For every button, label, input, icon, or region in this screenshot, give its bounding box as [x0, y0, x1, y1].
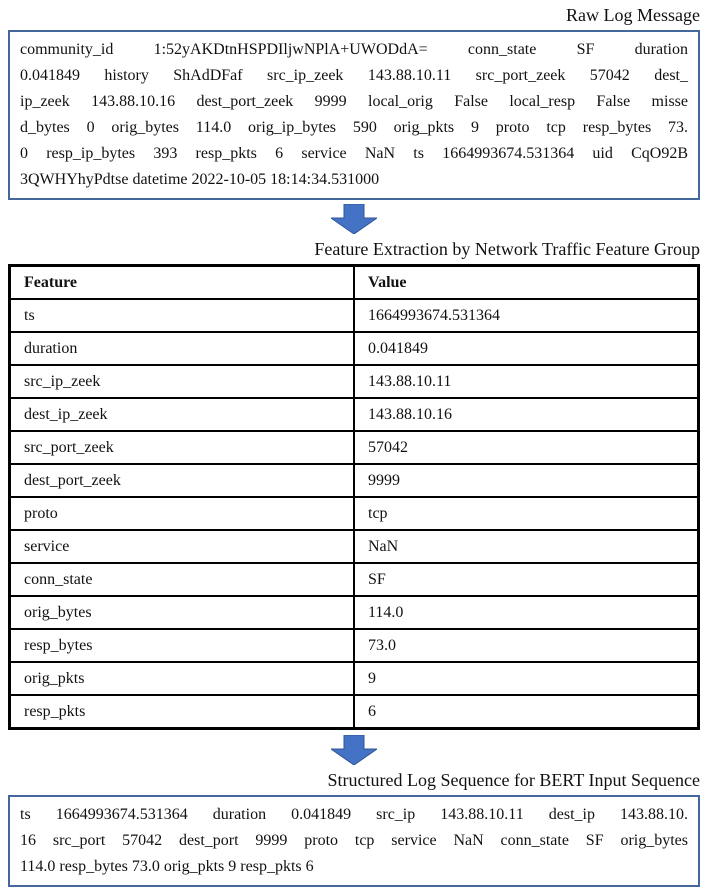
feature-cell: conn_state [10, 563, 354, 596]
structured-log-title: Structured Log Sequence for BERT Input Sequence [327, 770, 700, 790]
structured-log-line: 114.0 resp_bytes 73.0 orig_pkts 9 resp_pkts 6 [20, 858, 314, 875]
value-cell: 1664993674.531364 [354, 299, 698, 332]
feature-cell: resp_bytes [10, 629, 354, 662]
structured-log-line: ts 1664993674.531364 duration 0.041849 src_ip 143.88.10.11 dest_ip 143.88.10. [20, 806, 688, 823]
feature-cell: proto [10, 497, 354, 530]
table-row [10, 563, 698, 596]
feature-cell: orig_bytes [10, 596, 354, 629]
table-row [10, 332, 698, 365]
value-cell: NaN [354, 530, 698, 563]
raw-log-title: Raw Log Message [566, 5, 700, 25]
feature-cell: dest_port_zeek [10, 464, 354, 497]
value-cell: 6 [354, 695, 698, 728]
table-row [10, 596, 698, 629]
value-cell: SF [354, 563, 698, 596]
table-row [10, 497, 698, 530]
down-arrow-icon [331, 735, 377, 765]
table-header-row [10, 266, 698, 299]
value-cell: 9 [354, 662, 698, 695]
value-cell: 73.0 [354, 629, 698, 662]
table-row [10, 398, 698, 431]
table-row [10, 464, 698, 497]
structured-log-line: 16 src_port 57042 dest_port 9999 proto tcp service NaN conn_state SF orig_bytes [20, 832, 688, 849]
raw-log-line: d_bytes 0 orig_bytes 114.0 orig_ip_bytes 590 orig_pkts 9 proto tcp resp_bytes 73. [20, 119, 688, 136]
feature-extraction-title: Feature Extraction by Network Traffic Feature Group [314, 239, 700, 259]
value-cell: tcp [354, 497, 698, 530]
feature-value-table [8, 264, 700, 730]
table-row [10, 662, 698, 695]
feature-cell: dest_ip_zeek [10, 398, 354, 431]
table-row [10, 431, 698, 464]
table-row [10, 629, 698, 662]
raw-log-line: 0 resp_ip_bytes 393 resp_pkts 6 service NaN ts 1664993674.531364 uid CqO92B [20, 145, 688, 162]
value-cell: 114.0 [354, 596, 698, 629]
table-row [10, 695, 698, 728]
value-column-header: Value [354, 266, 698, 299]
feature-column-header: Feature [10, 266, 354, 299]
table-row [10, 530, 698, 563]
table-row [10, 299, 698, 332]
raw-log-line: 3QWHYhyPdtse datetime 2022-10-05 18:14:34.531000 [20, 171, 380, 188]
raw-log-line: community_id 1:52yAKDtnHSPDIljwNPlA+UWODdA= conn_state SF duration [20, 41, 688, 58]
feature-cell: src_port_zeek [10, 431, 354, 464]
feature-cell: orig_pkts [10, 662, 354, 695]
value-cell: 0.041849 [354, 332, 698, 365]
feature-cell: duration [10, 332, 354, 365]
down-arrow-icon [331, 204, 377, 234]
figure-page [0, 4, 708, 887]
feature-cell: src_ip_zeek [10, 365, 354, 398]
raw-log-line: ip_zeek 143.88.10.16 dest_port_zeek 9999 local_orig False local_resp False misse [20, 93, 688, 110]
structured-log-box [8, 795, 700, 887]
feature-cell: service [10, 530, 354, 563]
value-cell: 57042 [354, 431, 698, 464]
feature-cell: ts [10, 299, 354, 332]
value-cell: 143.88.10.16 [354, 398, 698, 431]
raw-log-box [8, 30, 700, 200]
raw-log-line: 0.041849 history ShAdDFaf src_ip_zeek 143.88.10.11 src_port_zeek 57042 dest_ [20, 67, 688, 84]
feature-cell: resp_pkts [10, 695, 354, 728]
value-cell: 9999 [354, 464, 698, 497]
value-cell: 143.88.10.11 [354, 365, 698, 398]
table-row [10, 365, 698, 398]
